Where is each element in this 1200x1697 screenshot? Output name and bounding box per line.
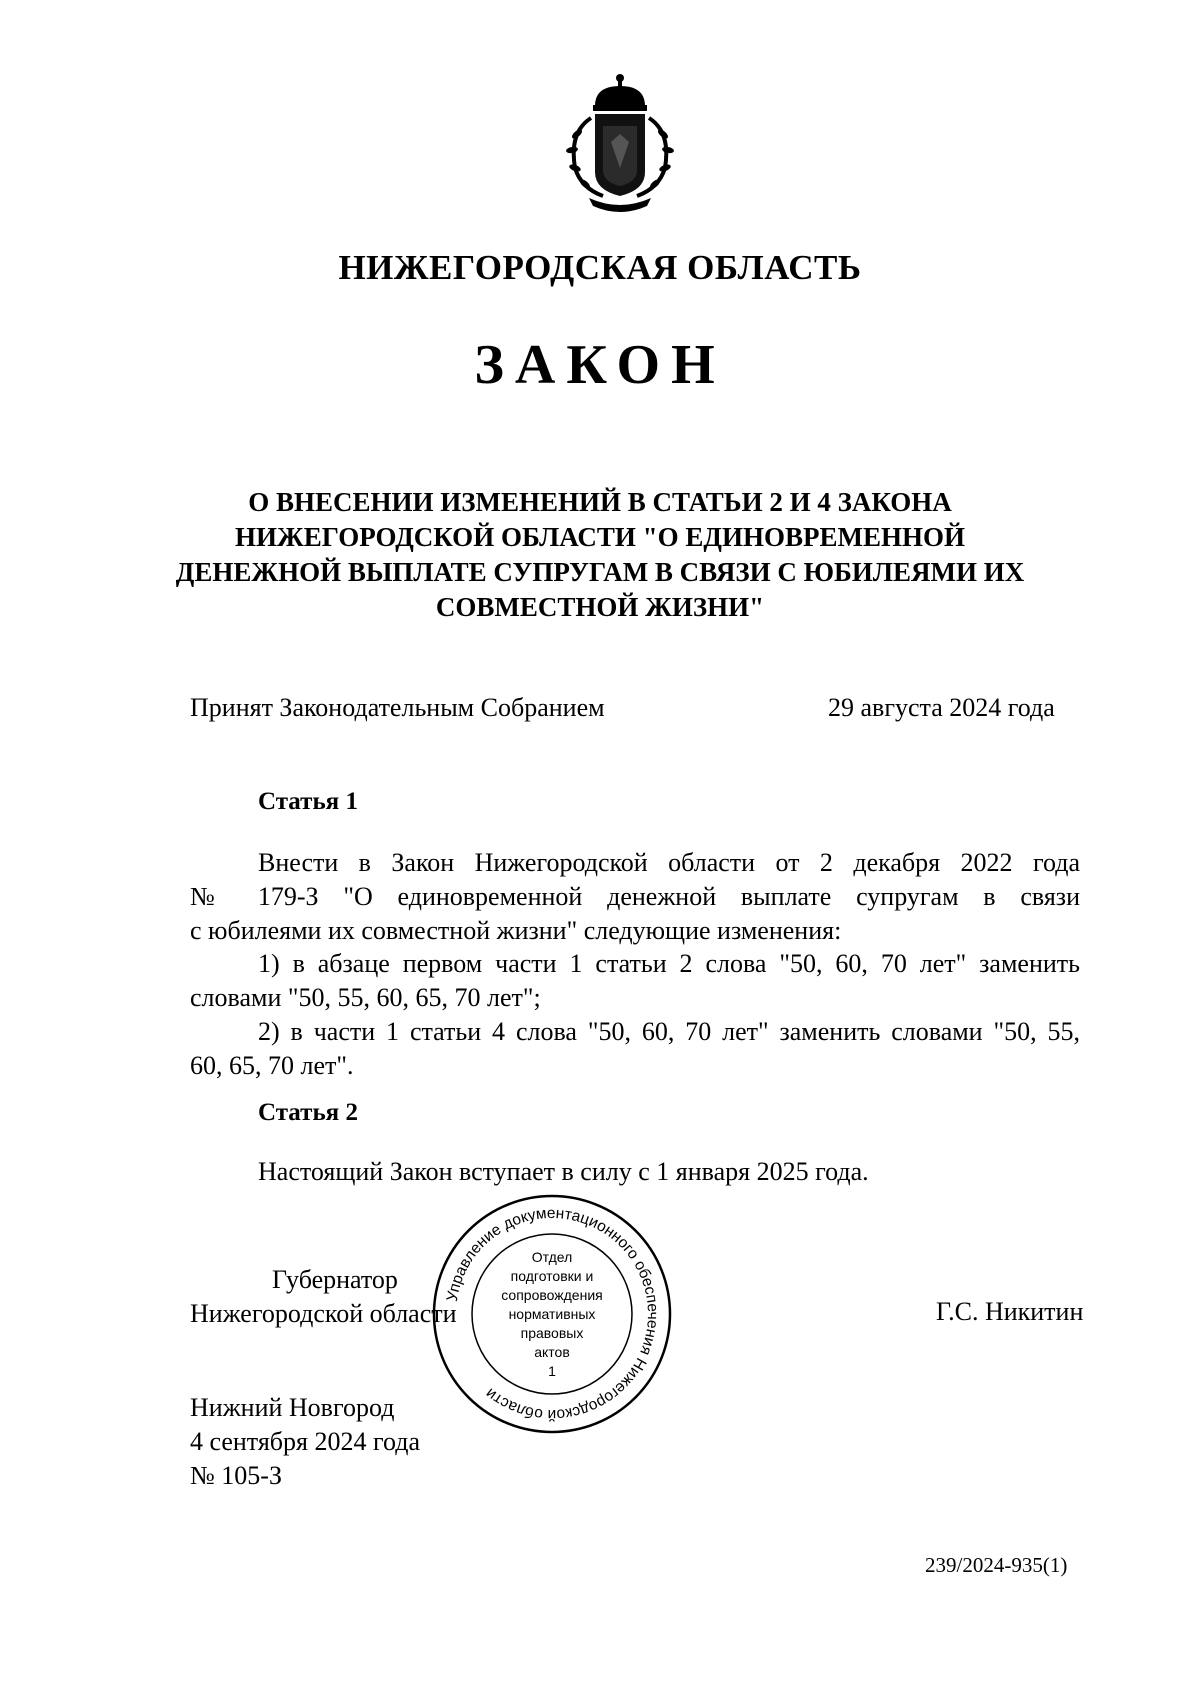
article-2-heading: Статья 2 <box>258 1099 358 1126</box>
stamp-ring-text: Управление документационного обеспечения Нижегородской области <box>443 1204 662 1424</box>
document-type: ЗАКОН <box>474 334 726 396</box>
region-title: НИЖЕГОРОДСКАЯ ОБЛАСТЬ <box>338 248 862 287</box>
article-2-text: Настоящий Закон вступает в силу с 1 января 2025 года. <box>258 1157 869 1186</box>
stamp-center-line: актов <box>534 1344 570 1360</box>
law-subject-line: ДЕНЕЖНОЙ ВЫПЛАТЕ СУПРУГАМ В СВЯЗИ С ЮБИЛЕЯМИ ИХ <box>175 557 1025 587</box>
stamp-center-line: 1 <box>548 1363 556 1379</box>
stamp-center-line: сопровождения <box>501 1287 603 1303</box>
article-1-line: 60, 65, 70 лет". <box>190 1051 354 1080</box>
stamp-center-line: нормативных <box>508 1306 596 1322</box>
law-subject-line: НИЖЕГОРОДСКОЙ ОБЛАСТИ "О ЕДИНОВРЕМЕННОЙ <box>235 522 965 552</box>
article-1-line: № 179-З "О единовременной денежной выплате супругам в связи <box>190 882 1080 911</box>
registration-code: 239/2024-935(1) <box>925 1553 1068 1577</box>
article-1-line: словами "50, 55, 60, 65, 70 лет"; <box>190 983 541 1012</box>
law-subject-line: О ВНЕСЕНИИ ИЗМЕНЕНИЙ В СТАТЬИ 2 И 4 ЗАКОНА <box>248 487 952 517</box>
stamp-center-line: Отдел <box>531 1249 573 1265</box>
stamp-center-line: правовых <box>520 1325 584 1341</box>
article-1-line: Внести в Закон Нижегородской области от 2 декабря 2022 года <box>258 848 1080 877</box>
adoption-date: 29 августа 2024 года <box>828 693 1055 722</box>
law-subject-line: СОВМЕСТНОЙ ЖИЗНИ" <box>435 592 765 622</box>
adoption-label: Принят Законодательным Собранием <box>190 693 605 722</box>
stamp-center-line: подготовки и <box>510 1268 594 1284</box>
law-number: № 105-З <box>190 1461 282 1490</box>
signing-date: 4 сентября 2024 года <box>190 1427 421 1456</box>
official-stamp <box>430 1192 674 1436</box>
signing-city: Нижний Новгород <box>190 1393 395 1422</box>
signatory-region: Нижегородской области <box>190 1299 457 1328</box>
signatory-name: Г.С. Никитин <box>936 1297 1084 1326</box>
article-1-line: 1) в абзаце первом части 1 статьи 2 слова "50, 60, 70 лет" заменить <box>258 949 1080 978</box>
article-1-line: 2) в части 1 статьи 4 слова "50, 60, 70 лет" заменить словами "50, 55, <box>258 1017 1080 1046</box>
article-1-heading: Статья 1 <box>258 788 358 815</box>
article-1-line: с юбилеями их совместной жизни" следующие изменения: <box>190 916 842 945</box>
coat-of-arms-icon <box>555 72 685 212</box>
signatory-title: Губернатор <box>272 1265 398 1294</box>
